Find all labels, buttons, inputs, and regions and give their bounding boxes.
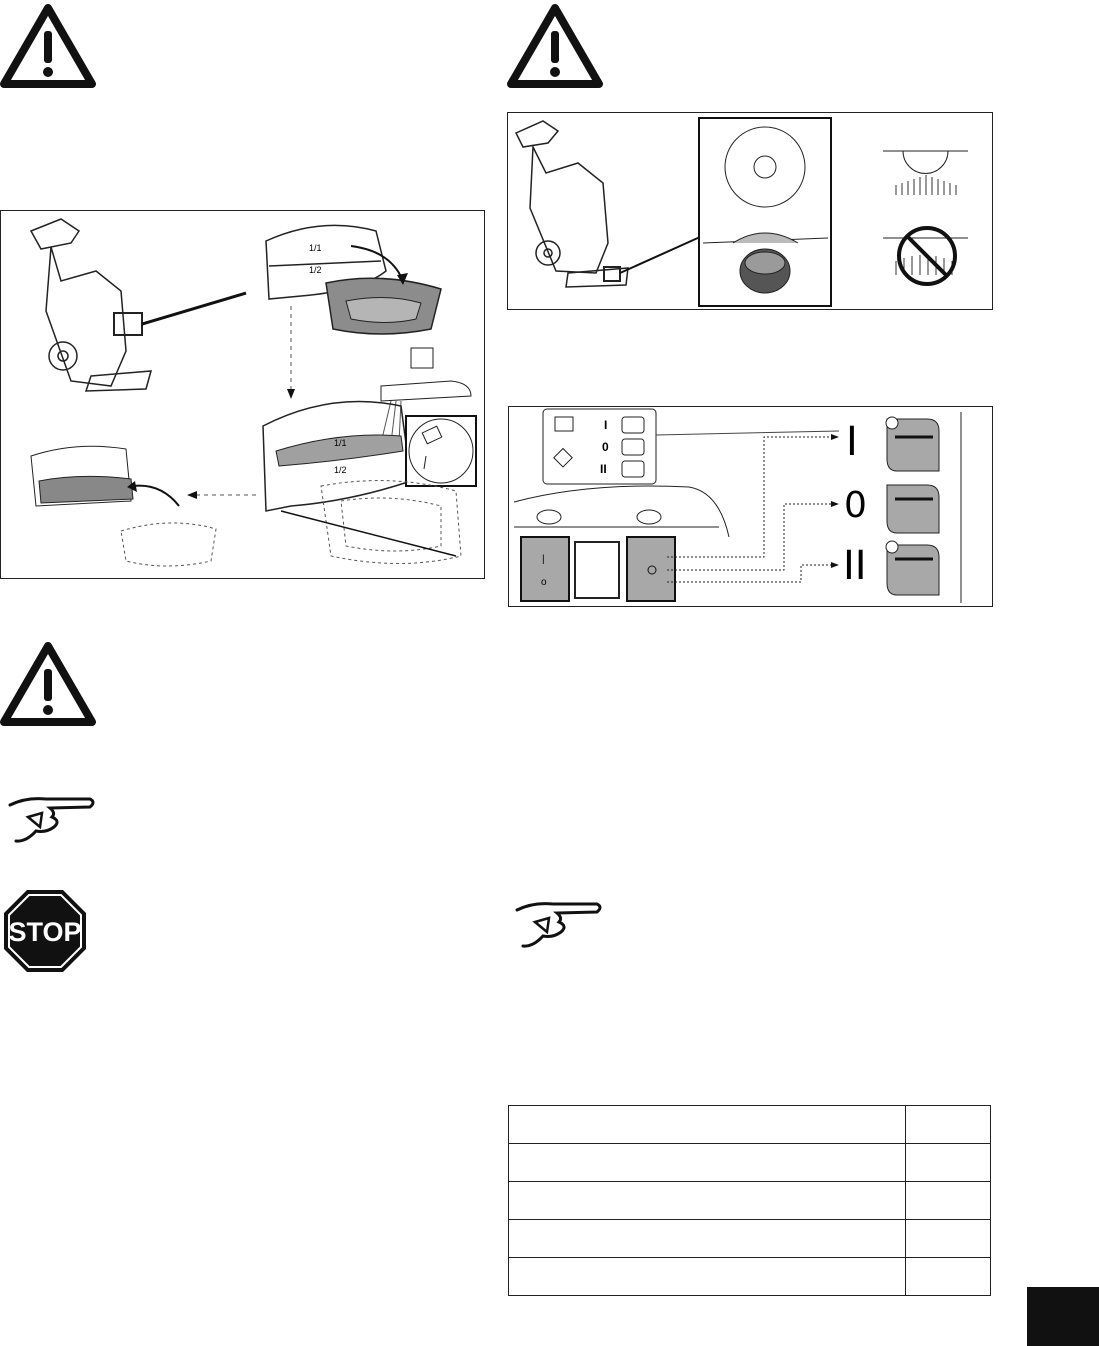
table-row [509, 1182, 991, 1220]
panel-label-1: I [604, 418, 608, 432]
pointing-hand-icon [513, 892, 603, 950]
table-cell [509, 1220, 906, 1258]
full-mark: 1/1 [309, 243, 322, 253]
table-cell [509, 1106, 906, 1144]
mode-label-3: II [843, 543, 867, 589]
mode-label-2: 0 [844, 485, 867, 526]
pointing-hand-icon [6, 787, 96, 845]
page-tab [1027, 1287, 1099, 1346]
rocker-label-top: | [542, 554, 545, 565]
table-cell [906, 1182, 991, 1220]
table-cell [509, 1258, 906, 1296]
table-cell [509, 1144, 906, 1182]
table-cell [906, 1106, 991, 1144]
table-cell [906, 1220, 991, 1258]
half-mark: 1/2 [309, 265, 322, 275]
stop-text: STOP [8, 917, 82, 947]
table-cell [906, 1144, 991, 1182]
warning-triangle-icon [0, 641, 96, 727]
warning-triangle-icon [0, 3, 96, 89]
table-cell [906, 1258, 991, 1296]
nozzle-adjustment-figure [507, 112, 993, 310]
tank-filling-figure [0, 210, 485, 579]
table-row [509, 1106, 991, 1144]
table-row [509, 1220, 991, 1258]
control-panel-figure [508, 406, 993, 607]
stop-sign-icon [2, 888, 88, 974]
specification-table [508, 1105, 991, 1296]
warning-triangle-icon [507, 3, 603, 89]
half-mark-lower: 1/2 [334, 465, 347, 475]
table-row [509, 1144, 991, 1182]
table-row [509, 1258, 991, 1296]
panel-label-2: 0 [602, 440, 609, 454]
table-cell [509, 1182, 906, 1220]
rocker-label-bottom: o [541, 577, 547, 588]
panel-label-3: II [600, 462, 607, 476]
mode-label-1: I [846, 419, 858, 465]
full-mark-lower: 1/1 [334, 438, 347, 448]
